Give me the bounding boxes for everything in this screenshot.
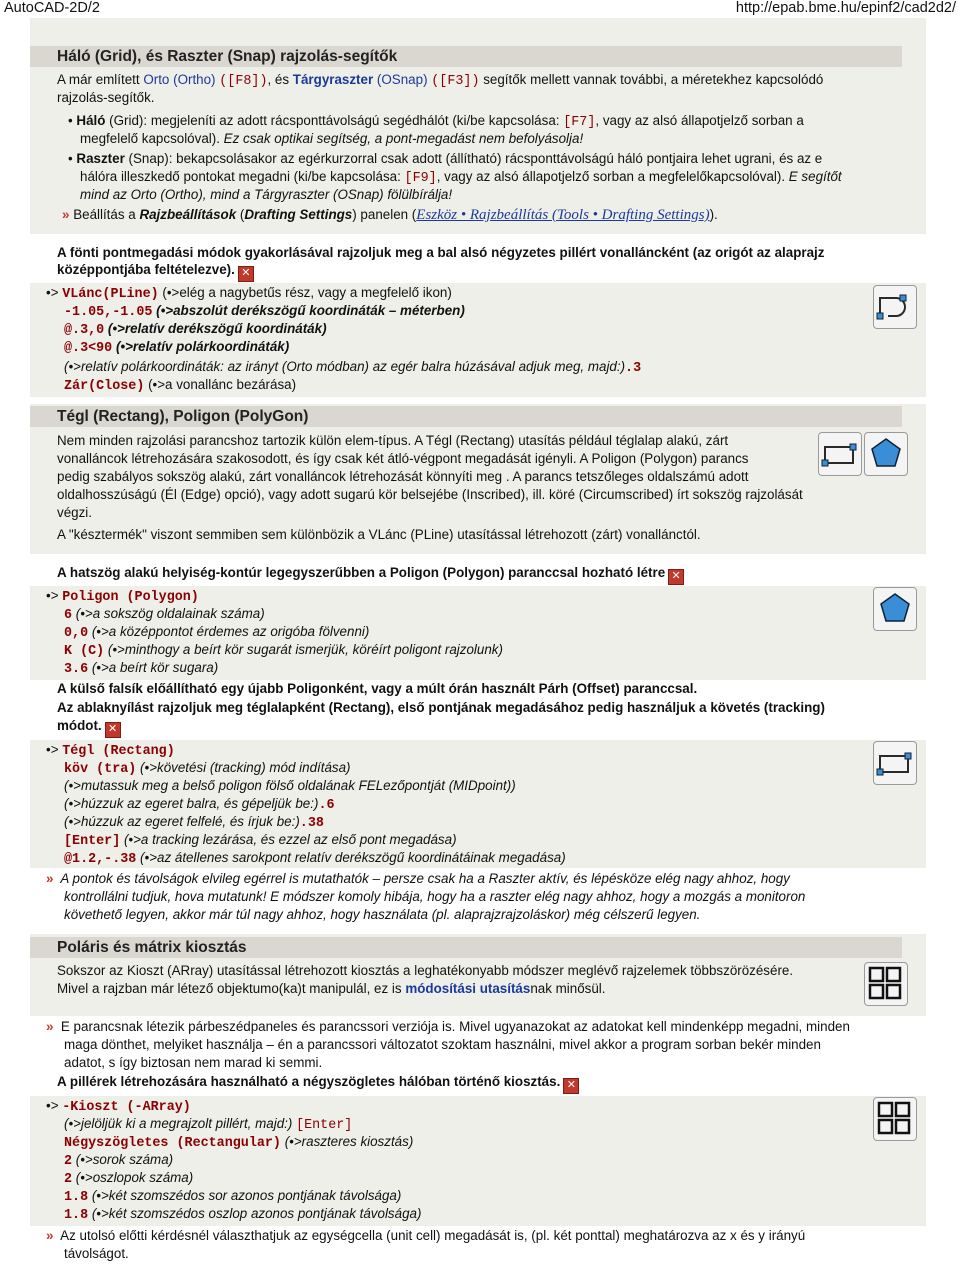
bullet-snap-cont2: mind az Orto (Ortho), mind a Tárgyraszter (OSnap) fölülbírálja! [80, 187, 453, 202]
close-icon[interactable]: ✕ [563, 1078, 579, 1094]
exercise-note: Az ablaknyílást rajzoljuk meg téglalapként (Rectang), első pontjának megadásához pedig használjuk a követés (tracking) [57, 700, 825, 715]
section-title: Háló (Grid), és Raszter (Snap) rajzolás-segítők [30, 46, 902, 67]
paragraph-line: Sokszor az Kioszt (ARray) utasítással létrehozott kiosztás a leghatékonyabb módszer meglévő rajzelemek többszörözésére. [57, 963, 794, 978]
section-title: Tégl (Rectang), Poligon (PolyGon) [30, 406, 902, 427]
command-line: 6 (•>a sokszög oldalainak száma) [64, 606, 265, 623]
settings-tip: » Beállítás a Rajzbeállítások (Drafting Settings) panelen (Eszköz • Rajzbeállítás (Tools • Drafting Settings)). [62, 207, 718, 223]
command-line: köv (tra) (•>követési (tracking) mód indítása) [64, 760, 351, 777]
command-line: •> Tégl (Rectang) [46, 742, 175, 759]
exercise-note: módot. ✕ [57, 717, 121, 738]
command-line: (•>relatív polárkoordináták: az irányt (Orto módban) az egér balra húzásával adjuk meg, majd:).3 [64, 359, 642, 376]
bullet-snap: • Raszter (Snap): bekapcsolásakor az egérkurzorral csak adott (állítható) rácsponttávolságú háló pontjaira lehet ugrani, és az e [68, 151, 823, 166]
bullet-snap-cont: hálóra illeszkedő pontokat megadni (ki/be kapcsolása: [F9], vagy az alsó állapotjelző sorban a megfelelőkapcsolóval). E segítőt [80, 169, 842, 186]
array-tip-cont: adatot, s így biztosan nem marad ki semmi. [64, 1055, 323, 1070]
command-line: (•>mutassuk meg a belső poligon fölső oldalának FELezőpontját (MIDpoint)) [64, 778, 516, 793]
command-line: [Enter] (•>a tracking lezárása, és ezzel az első pont megadása) [64, 832, 457, 849]
command-line: @1.2,-.38 (•>az átellenes sarokpont relatív derékszögű koordinátáinak megadása) [64, 850, 566, 867]
array-tip-cont: maga dönthet, melyiket használja – én a parancssori változatot szoktam használni, mivel akkor a program sorban bekér minden [64, 1037, 821, 1052]
command-line: K (C) (•>minthogy a beírt kör sugarát ismerjük, köréírt poligont rajzolunk) [64, 642, 503, 659]
polyline-tool-icon[interactable] [873, 285, 917, 329]
paragraph-line: Nem minden rajzolási parancshoz tartozik külön elem-típus. A Tégl (Rectang) utasítás például téglalap alakú, zárt [57, 433, 729, 448]
unit-cell-tip: » Az utolsó előtti kérdésnél választhatjuk az egységcella (unit cell) megadását is, (pl. két ponttal) meghatározva az x és y irányú [46, 1228, 806, 1243]
array-tip: » E parancsnak létezik párbeszédpaneles és parancssori verziója is. Mivel ugyanazokat az adatokat kell mindenképp megadni, minden [46, 1019, 850, 1034]
command-line: @.3,0 (•>relatív derékszögű koordináták) [64, 321, 327, 338]
array-tool-icon[interactable] [864, 962, 908, 1006]
menu-path-link[interactable]: Eszköz • Rajzbeállítás (Tools • Drafting Settings) [416, 207, 710, 223]
command-line: 0,0 (•>a középpontot érdemes az origóba fölvenni) [64, 624, 370, 641]
rectangle-tool-icon[interactable] [873, 741, 917, 785]
paragraph-line: oldalhosszúságú (Él (Edge) opció), vagy adott sugarú kör belsejébe (Inscribed), ill. köré (Circumscribed) írt sokszög rajzolását [57, 487, 803, 502]
command-line: @.3<90 (•>relatív polárkoordináták) [64, 339, 290, 356]
close-icon[interactable]: ✕ [238, 266, 254, 282]
polygon-tool-icon[interactable] [864, 432, 908, 476]
bullet-grid-cont: megfelelő kapcsolóval). Ez csak optikai segítség, a pont-megadást nem befolyásolja! [80, 131, 584, 146]
exercise-heading: A pillérek létrehozására használható a négyszögletes hálóban történő kiosztás. ✕ [57, 1073, 579, 1094]
array-tool-icon[interactable] [873, 1097, 917, 1141]
page-header-url[interactable]: http://epab.bme.hu/epinf2/cad2d2/ [735, 0, 956, 16]
page-header-title: AutoCAD-2D/2 [4, 0, 100, 16]
paragraph-line: Mivel a rajzban már létező objektumo(ka)t manipulál, ez is módosítási utasításnak minősül. [57, 981, 606, 996]
exercise-heading: A fönti pontmegadási módok gyakorlásával rajzoljuk meg a bal alsó négyzetes pillért vonalláncként (az origót az alaprajz [57, 245, 825, 260]
command-line: 2 (•>oszlopok száma) [64, 1170, 194, 1187]
command-line: -1.05,-1.05 (•>abszolút derékszögű koordináták – méterben) [64, 303, 465, 320]
unit-cell-tip-cont: távolságot. [64, 1246, 129, 1261]
command-line: •> VLánc(PLine) (•>elég a nagybetűs rész, vagy a megfelelő ikon) [46, 285, 452, 302]
modify-commands-link[interactable]: módosítási utasítás [405, 981, 531, 996]
command-line: 1.8 (•>két szomszédos oszlop azonos pontjának távolsága) [64, 1206, 422, 1223]
command-line: •> Poligon (Polygon) [46, 588, 199, 605]
paragraph: A már említett Orto (Ortho) ([F8]), és Tárgyraszter (OSnap) ([F3]) segítők mellett vannak további, a méretekhez kapcsolódó [57, 72, 824, 89]
paragraph-line: A "késztermék" viszont semmiben sem különbözik a VLánc (PLine) utasítással létrehozott (zárt) vonallánctól. [57, 527, 701, 542]
exercise-heading: A hatszög alakú helyiség-kontúr legegyszerűbben a Poligon (Polygon) paranccsal hozható létre ✕ [57, 564, 684, 585]
paragraph-line: végzi. [57, 505, 92, 520]
paragraph-line: vonalláncok létrehozására szakosodott, és így csak két átló-végpont megadását igényli. A Poligon (Polygon) parancs [57, 451, 749, 466]
command-line: (•>húzzuk az egeret balra, és gépeljük be:).6 [64, 796, 335, 813]
section-title: Poláris és mátrix kiosztás [30, 937, 902, 958]
exercise-heading-cont: középpontjába feltételezve). ✕ [57, 261, 254, 282]
paragraph-cont: rajzolás-segítők. [57, 90, 155, 105]
command-line: (•>húzzuk az egeret felfelé, és írjuk be:).38 [64, 814, 324, 831]
close-icon[interactable]: ✕ [668, 569, 684, 585]
command-line: 2 (•>sorok száma) [64, 1152, 174, 1169]
bullet-grid: • Háló (Grid): megjeleníti az adott rácsponttávolságú segédhálót (ki/be kapcsolása: [F7], vagy az alsó állapotjelző sorban a [68, 113, 804, 130]
snap-tip-cont: kontrollálni tudjuk, hova mutatunk! E módszer komoly hibája, hogy ha a raszter elég nagy ahhoz, hogy a mozgás a monitoron [64, 889, 806, 904]
exercise-note: A külső falsík előállítható egy újabb Poligonként, vagy a múlt órán használt Párh (Offset) paranccsal. [57, 681, 698, 696]
command-line: 1.8 (•>két szomszédos sor azonos pontjának távolsága) [64, 1188, 402, 1205]
paragraph-line: pedig szabályos sokszög alakú, zárt vonalláncok létrehozását könnyíti meg . A parancs tetszőleges oldalszámú adott [57, 469, 749, 484]
command-line: Négyszögletes (Rectangular) (•>raszteres kiosztás) [64, 1134, 414, 1151]
command-line: •> -Kioszt (-ARray) [46, 1098, 191, 1115]
command-line: (•>jelöljük ki a megrajzolt pillért, majd:) [Enter] [64, 1116, 353, 1133]
command-line: Zár(Close) (•>a vonallánc bezárása) [64, 377, 297, 394]
close-icon[interactable]: ✕ [105, 722, 121, 738]
polygon-tool-icon[interactable] [873, 587, 917, 631]
snap-tip: » A pontok és távolságok elvileg egérrel is mutathatók – persze csak ha a Raszter aktív, és lépésköze elég nagy ahhoz, hogy [46, 871, 790, 886]
page-header [0, 0, 960, 20]
command-line: 3.6 (•>a beírt kör sugara) [64, 660, 219, 677]
snap-tip-cont: követhető legyen, akkor már túl nagy ahhoz, hogy használata (pl. alaprajzrajzoláskor) még célszerű legyen. [64, 907, 701, 922]
rectangle-tool-icon[interactable] [818, 432, 862, 476]
